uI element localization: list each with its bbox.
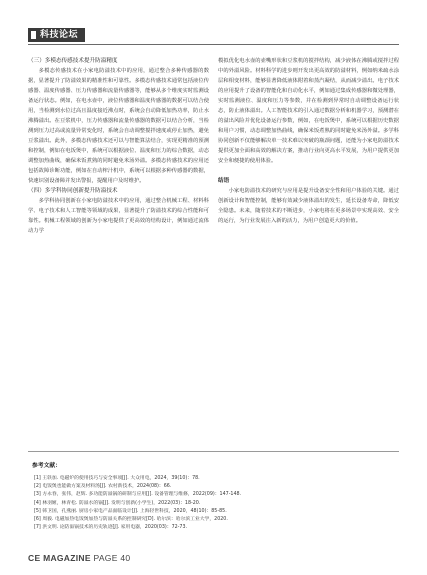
header-divider	[28, 44, 399, 45]
reference-item: [3] 方永春，张伟，赵辉. 多功能防溢锅的研制与应用[J]. 设备管理与维修，2022(09)：147-148.	[34, 492, 242, 498]
references-list	[28, 475, 399, 532]
reference-item: [1] 王轶加. 电磁炉的使用技巧与安全事项[J]. 大众用电，2024，39(10)：78.	[34, 476, 200, 481]
conclusion-paragraph: 小家电防溢技术的研究与应用是提升设备安全性和用户体验的关键。通过创新设计和智能控制，能够有效减少液体溢出的发生，延长设备寿命，降低安全隐患。未来，随着技术的不断进步，小家电将在更多场景中实现高效、安全的运行，为行业发展注入新的活力，为用户创造更大的价值。	[218, 188, 399, 224]
right-column	[218, 56, 399, 226]
reference-item: [2] 电饭煲也能做方案及材料汤[J]. 农村新技术，2024(08)：66.	[34, 484, 172, 490]
section-3-title: （三）多模态传感技术提升防溢精度	[28, 58, 118, 64]
reference-item: [4] 林羽姬，林青松. 防溢水的锅[J]. 发明与创新(小学生)，2022(03)：18-20.	[34, 500, 201, 506]
left-column	[28, 56, 209, 236]
reference-item: [5] 韩卫国，孔燕丽. 厨房小家电产品面临设计[J]. 上海轻世科技，2020，48(10)：85-85.	[34, 508, 227, 514]
section-3-paragraph: 多模态传感技术在小家电防溢技术中的应用，通过整合多种传感器的数据，显著提升了防溢效果的精准性和可靠性。多模态传感技术通常包括液位传感器、温度传感器、压力传感器和流量传感器等，能够从多个维度实时监测设备运行状态。例如，在电水壶中，液位传感器和温度传感器的数据可以结合使用，当检测到水位过高且温度接近沸点时，系统会自动降低加热功率，防止水沸腾溢出。在豆浆机中，压力传感器和流量传感器的数据可以结合分析，当检测到压力过高或流量异常变化时，系统会自动调整搅拌速度或停止加热，避免豆浆溢出。此外，多模态传感技术还可以与智能算法结合，实现更精准的预测和控制，例如在电饭煲中，系统可以根据液位、温度和压力的综合数据，动态调整加热曲线，确保米饭煮熟的同时避免米汤外溢。多模态传感技术的应用还包括故障诊断功能，例如在自动榨汁机中，系统可以根据多种传感器的数据，快速识别设备障并发出警报，提醒用户及时维护。	[28, 68, 209, 184]
page-label: PAGE	[93, 553, 118, 563]
section-4-continued: 模拟优化电水壶的壶嘴形状和豆浆机的搅拌结构，减少液体在沸腾或搅拌过程中的外溢风险。材料科学的进步则开发出更高效的防溢材料，例如纳米疏水涂层和相变材料，能够显著降低液体附着和蒸汽凝结，从而减少溢出。电子技术的应用提升了设备的智能化和自动化水平，例如通过集成传感器和微处理器，实时监测液位、温度和压力等参数，并在检测到异常时自动调整设备运行状态，防止液体溢出。人工智能技术的引入通过数据分析和机器学习，预测潜在的溢出风险并优化设备运行参数，例如，在电饭煲中，系统可以根据历史数据和用户习惯，动态调整加热曲线，确保米饭煮熟的同时避免米汤外溢。多学科协同创新不仅能够解决单一技术难以突破的瓶颈问题，还能为小家电防溢技术提供更加全面和高效的解决方案，推动行业向更高水平发展，为用户提供更加安全和便捷的使用体验。	[218, 58, 399, 164]
conclusion-title: 结语	[218, 178, 230, 184]
references-title: 参考文献：	[32, 463, 61, 469]
section-tag: 科技论坛	[28, 28, 85, 42]
page-footer	[28, 553, 130, 563]
section-4-title: （四）多学科协同创新提升防溢技术	[28, 188, 118, 194]
magazine-name: CE MAGAZINE	[28, 553, 91, 563]
reference-item: [6] 周毅. 电磁加热电饭煲加热与防溢关系的控制研究[D]. 哈尔滨：哈尔滨工业大学，2020.	[34, 517, 228, 523]
page-number: 40	[120, 553, 131, 563]
references-divider	[28, 451, 399, 452]
section-4-paragraph: 多学科协同创新在小家电防溢技术中的应用，通过整合机械工程、材料科学、电子技术和人工智能等领域的成果，显著提升了防溢技术的综合性能和可靠性。机械工程领域的创新为小家电提供了更高效的结构设计，例如通过流体动力学	[28, 198, 209, 234]
reference-item: [7] 洪文明. 论防溢锅技术的历史轨迹[J]. 家用电器，2020(03)：72-73.	[34, 525, 188, 531]
